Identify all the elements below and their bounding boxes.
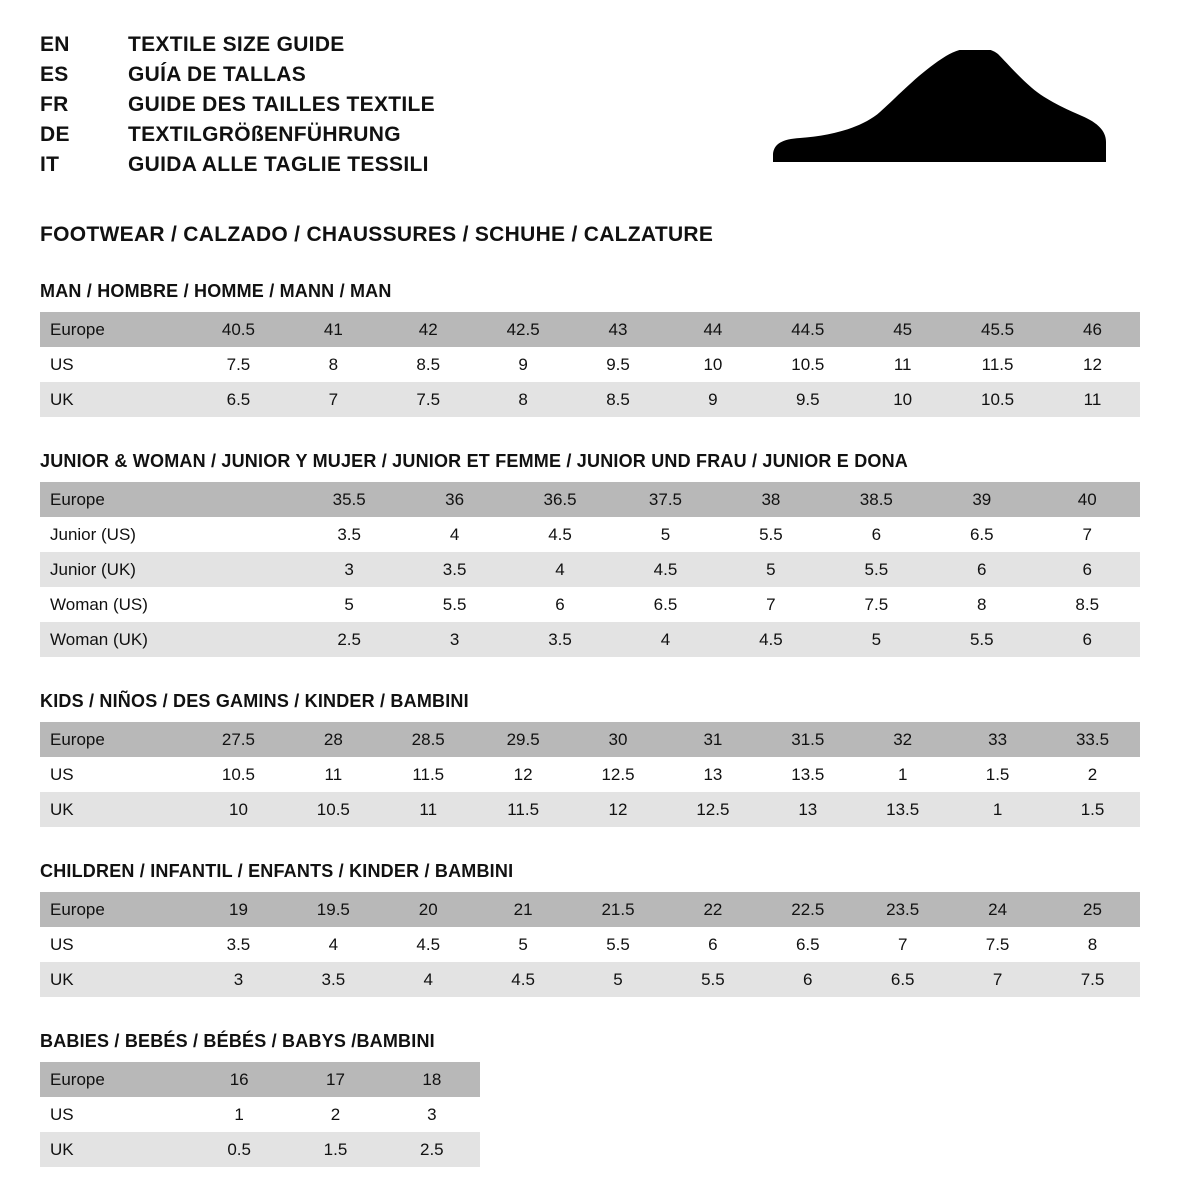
cell: 12.5 xyxy=(665,792,760,827)
cell: 8.5 xyxy=(1035,587,1141,622)
header xyxy=(40,30,1160,185)
cell: 11 xyxy=(381,792,476,827)
cell: 16 xyxy=(191,1062,287,1097)
cell: 22 xyxy=(665,892,760,927)
row-label: UK xyxy=(40,962,191,997)
cell: 5.5 xyxy=(718,517,823,552)
cell: 3.5 xyxy=(402,552,507,587)
cell: 3.5 xyxy=(296,517,401,552)
row-label: Junior (US) xyxy=(40,517,191,552)
cell: 8 xyxy=(286,347,381,382)
cell: 6 xyxy=(507,587,612,622)
cell: 33 xyxy=(950,722,1045,757)
section-babies xyxy=(40,1031,1160,1167)
cell: 10 xyxy=(191,792,286,827)
cell: 7.5 xyxy=(191,347,286,382)
cell: 6 xyxy=(760,962,855,997)
cell: 13.5 xyxy=(760,757,855,792)
language-title-es: GUÍA DE TALLAS xyxy=(128,63,307,86)
cell: 3 xyxy=(402,622,507,657)
section-title-man: MAN / HOMBRE / HOMME / MANN / MAN xyxy=(40,281,392,301)
cell: 3 xyxy=(191,962,286,997)
cell: 11 xyxy=(855,347,950,382)
language-row xyxy=(40,30,435,60)
cell: 39 xyxy=(929,482,1034,517)
row-label: US xyxy=(40,927,191,962)
cell xyxy=(191,587,296,622)
cell: 11.5 xyxy=(476,792,571,827)
cell: 4 xyxy=(286,927,381,962)
cell: 10.5 xyxy=(191,757,286,792)
cell: 38 xyxy=(718,482,823,517)
cell: 13 xyxy=(665,757,760,792)
cell: 10.5 xyxy=(286,792,381,827)
cell: 0.5 xyxy=(191,1132,287,1167)
cell: 12.5 xyxy=(571,757,666,792)
cell: 7 xyxy=(855,927,950,962)
table-row xyxy=(40,927,1140,962)
cell: 6 xyxy=(824,517,929,552)
cell: 4.5 xyxy=(507,517,612,552)
cell: 5 xyxy=(476,927,571,962)
table-row xyxy=(40,552,1140,587)
language-title-it: GUIDA ALLE TAGLIE TESSILI xyxy=(128,153,429,176)
cell: 8 xyxy=(476,382,571,417)
cell: 13.5 xyxy=(855,792,950,827)
cell: 5.5 xyxy=(824,552,929,587)
cell: 8.5 xyxy=(571,382,666,417)
row-label: Woman (US) xyxy=(40,587,191,622)
cell: 6.5 xyxy=(855,962,950,997)
cell: 40 xyxy=(1035,482,1141,517)
cell: 6 xyxy=(665,927,760,962)
table-row xyxy=(40,757,1140,792)
size-table-babies xyxy=(40,1062,480,1167)
cell: 33.5 xyxy=(1045,722,1140,757)
row-label: Junior (UK) xyxy=(40,552,191,587)
cell: 36 xyxy=(402,482,507,517)
cell: 23.5 xyxy=(855,892,950,927)
cell: 3.5 xyxy=(286,962,381,997)
language-code-it: IT xyxy=(40,153,60,176)
cell: 27.5 xyxy=(191,722,286,757)
cell: 25 xyxy=(1045,892,1140,927)
cell: 5 xyxy=(296,587,401,622)
cell: 6 xyxy=(1035,622,1141,657)
language-code-fr: FR xyxy=(40,93,69,116)
cell: 3.5 xyxy=(507,622,612,657)
language-code-en: EN xyxy=(40,33,70,56)
section-man xyxy=(40,281,1160,417)
cell xyxy=(191,622,296,657)
cell: 10.5 xyxy=(950,382,1045,417)
table-row xyxy=(40,587,1140,622)
cell: 24 xyxy=(950,892,1045,927)
cell: 42 xyxy=(381,312,476,347)
cell: 8.5 xyxy=(381,347,476,382)
table-row xyxy=(40,1097,480,1132)
table-row xyxy=(40,517,1140,552)
language-row xyxy=(40,90,435,120)
cell: 43 xyxy=(571,312,666,347)
cell: 5.5 xyxy=(571,927,666,962)
size-table-man xyxy=(40,312,1140,417)
cell xyxy=(191,552,296,587)
cell: 30 xyxy=(571,722,666,757)
cell: 32 xyxy=(855,722,950,757)
cell: 42.5 xyxy=(476,312,571,347)
section-junior-woman xyxy=(40,451,1160,657)
cell: 1.5 xyxy=(1045,792,1140,827)
section-title-children: CHILDREN / INFANTIL / ENFANTS / KINDER / BAMBINI xyxy=(40,861,514,881)
cell: 4.5 xyxy=(381,927,476,962)
cell: 4 xyxy=(381,962,476,997)
cell: 1 xyxy=(191,1097,287,1132)
table-row xyxy=(40,622,1140,657)
cell: 9.5 xyxy=(760,382,855,417)
row-label: Woman (UK) xyxy=(40,622,191,657)
cell: 19.5 xyxy=(286,892,381,927)
table-row xyxy=(40,1062,480,1097)
cell xyxy=(191,517,296,552)
cell: 5 xyxy=(824,622,929,657)
cell: 44.5 xyxy=(760,312,855,347)
language-row xyxy=(40,150,435,180)
row-label: Europe xyxy=(40,1062,191,1097)
cell: 3.5 xyxy=(191,927,286,962)
cell: 37.5 xyxy=(613,482,718,517)
cell: 6.5 xyxy=(613,587,718,622)
cell: 1 xyxy=(855,757,950,792)
language-title-table xyxy=(40,30,435,180)
cell: 31.5 xyxy=(760,722,855,757)
cell: 28.5 xyxy=(381,722,476,757)
cell: 4.5 xyxy=(718,622,823,657)
cell: 8 xyxy=(1045,927,1140,962)
section-children xyxy=(40,861,1160,997)
cell: 38.5 xyxy=(824,482,929,517)
row-label: UK xyxy=(40,1132,191,1167)
cell: 11 xyxy=(1045,382,1140,417)
language-code-es: ES xyxy=(40,63,69,86)
row-label: UK xyxy=(40,792,191,827)
cell: 6.5 xyxy=(760,927,855,962)
section-title-junior-woman: JUNIOR & WOMAN / JUNIOR Y MUJER / JUNIOR ET FEMME / JUNIOR UND FRAU / JUNIOR E DONA xyxy=(40,451,909,471)
cell: 11 xyxy=(286,757,381,792)
section-title-kids: KIDS / NIÑOS / DES GAMINS / KINDER / BAMBINI xyxy=(40,691,469,711)
row-label: US xyxy=(40,757,191,792)
cell: 45 xyxy=(855,312,950,347)
cell: 7.5 xyxy=(824,587,929,622)
table-row xyxy=(40,482,1140,517)
language-title-de: TEXTILGRÖßENFÜHRUNG xyxy=(128,123,401,146)
table-row xyxy=(40,312,1140,347)
cell: 1 xyxy=(950,792,1045,827)
cell: 44 xyxy=(665,312,760,347)
cell: 21 xyxy=(476,892,571,927)
cell: 10 xyxy=(665,347,760,382)
table-row xyxy=(40,382,1140,417)
row-label: UK xyxy=(40,382,191,417)
cell: 20 xyxy=(381,892,476,927)
cell: 19 xyxy=(191,892,286,927)
cell: 4 xyxy=(402,517,507,552)
cell: 2.5 xyxy=(384,1132,480,1167)
cell: 12 xyxy=(571,792,666,827)
cell: 8 xyxy=(929,587,1034,622)
cell: 1.5 xyxy=(950,757,1045,792)
cell: 7 xyxy=(718,587,823,622)
cell: 2 xyxy=(287,1097,383,1132)
cell: 7.5 xyxy=(381,382,476,417)
cell: 5 xyxy=(613,517,718,552)
cell: 22.5 xyxy=(760,892,855,927)
table-row xyxy=(40,347,1140,382)
cell: 4.5 xyxy=(613,552,718,587)
cell: 40.5 xyxy=(191,312,286,347)
row-label: Europe xyxy=(40,312,191,347)
cell: 17 xyxy=(287,1062,383,1097)
cell: 4 xyxy=(507,552,612,587)
cell: 5 xyxy=(571,962,666,997)
size-table-junior-woman xyxy=(40,482,1140,657)
cell: 5.5 xyxy=(402,587,507,622)
table-row xyxy=(40,892,1140,927)
table-row xyxy=(40,722,1140,757)
language-row xyxy=(40,120,435,150)
cell: 3 xyxy=(384,1097,480,1132)
dress-shoe-icon xyxy=(770,50,1110,185)
cell: 41 xyxy=(286,312,381,347)
cell: 9.5 xyxy=(571,347,666,382)
cell: 7 xyxy=(286,382,381,417)
cell: 35.5 xyxy=(296,482,401,517)
cell: 6.5 xyxy=(929,517,1034,552)
cell: 12 xyxy=(476,757,571,792)
cell: 9 xyxy=(476,347,571,382)
row-label: Europe xyxy=(40,892,191,927)
cell: 11.5 xyxy=(381,757,476,792)
language-code-de: DE xyxy=(40,123,70,146)
cell: 5 xyxy=(718,552,823,587)
cell: 4.5 xyxy=(476,962,571,997)
cell: 46 xyxy=(1045,312,1140,347)
row-label: US xyxy=(40,1097,191,1132)
cell: 5.5 xyxy=(929,622,1034,657)
row-label: Europe xyxy=(40,482,191,517)
cell: 4 xyxy=(613,622,718,657)
cell: 36.5 xyxy=(507,482,612,517)
cell: 7.5 xyxy=(950,927,1045,962)
language-title-fr: GUIDE DES TAILLES TEXTILE xyxy=(128,93,435,116)
cell: 7 xyxy=(950,962,1045,997)
cell: 18 xyxy=(384,1062,480,1097)
section-kids xyxy=(40,691,1160,827)
table-row xyxy=(40,962,1140,997)
cell: 45.5 xyxy=(950,312,1045,347)
table-row xyxy=(40,792,1140,827)
cell: 12 xyxy=(1045,347,1140,382)
cell: 7.5 xyxy=(1045,962,1140,997)
cell: 21.5 xyxy=(571,892,666,927)
cell: 10 xyxy=(855,382,950,417)
row-label: US xyxy=(40,347,191,382)
cell: 6.5 xyxy=(191,382,286,417)
cell: 6 xyxy=(929,552,1034,587)
cell: 7 xyxy=(1035,517,1141,552)
cell: 3 xyxy=(296,552,401,587)
table-row xyxy=(40,1132,480,1167)
row-label: Europe xyxy=(40,722,191,757)
cell: 31 xyxy=(665,722,760,757)
size-table-kids xyxy=(40,722,1140,827)
cell: 9 xyxy=(665,382,760,417)
cell: 29.5 xyxy=(476,722,571,757)
cell: 2.5 xyxy=(296,622,401,657)
cell: 28 xyxy=(286,722,381,757)
cell xyxy=(191,482,296,517)
cell: 13 xyxy=(760,792,855,827)
cell: 11.5 xyxy=(950,347,1045,382)
cell: 1.5 xyxy=(287,1132,383,1167)
language-title-en: TEXTILE SIZE GUIDE xyxy=(128,33,345,56)
size-table-children xyxy=(40,892,1140,997)
language-row xyxy=(40,60,435,90)
cell: 10.5 xyxy=(760,347,855,382)
category-title: FOOTWEAR / CALZADO / CHAUSSURES / SCHUHE / CALZATURE xyxy=(40,223,714,246)
cell: 2 xyxy=(1045,757,1140,792)
cell: 5.5 xyxy=(665,962,760,997)
cell: 6 xyxy=(1035,552,1141,587)
section-title-babies: BABIES / BEBÉS / BÉBÉS / BABYS /BAMBINI xyxy=(40,1031,435,1051)
